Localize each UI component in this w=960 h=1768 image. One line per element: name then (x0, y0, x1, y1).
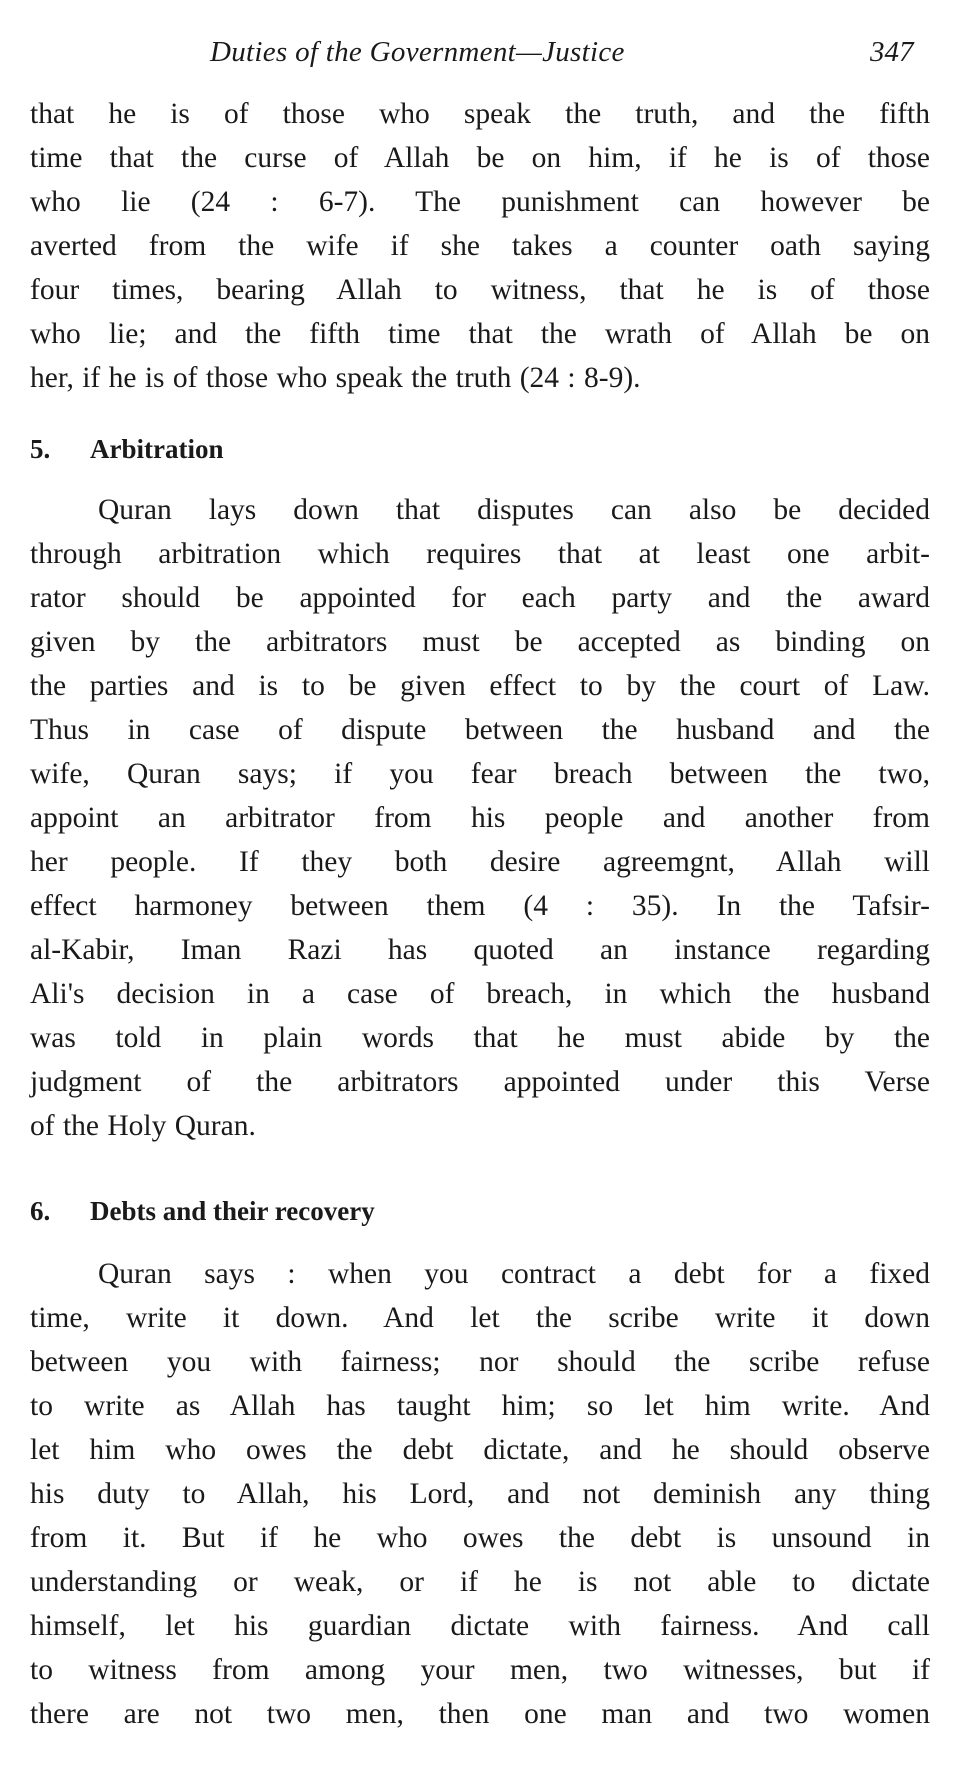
text-line: that he is of those who speak the truth, and the fifth (30, 98, 930, 130)
continued-paragraph (30, 92, 930, 400)
text-line: averted from the wife if she takes a counter oath saying (30, 230, 930, 262)
text-line: to write as Allah has taught him; so let him write. And (30, 1390, 930, 1422)
text-line: her people. If they both desire agreemgnt, Allah will (30, 846, 930, 878)
text-line: Ali's decision in a case of breach, in which the husband (30, 978, 930, 1010)
text-line: to witness from among your men, two witnesses, but if (30, 1654, 930, 1686)
page-number: 347 (870, 36, 914, 68)
debts-paragraph (30, 1252, 930, 1736)
text-line: was told in plain words that he must abide by the (30, 1022, 930, 1054)
arbitration-paragraph (30, 488, 930, 1148)
text-line: of the Holy Quran. (30, 1110, 256, 1142)
text-line: time, write it down. And let the scribe write it down (30, 1302, 930, 1334)
text-line: from it. But if he who owes the debt is unsound in (30, 1522, 930, 1554)
section-title: Arbitration (90, 434, 224, 464)
text-line: Quran says : when you contract a debt for a fixed (98, 1258, 930, 1290)
running-title: Duties of the Government—Justice (210, 36, 625, 68)
text-line: given by the arbitrators must be accepted as binding on (30, 626, 930, 658)
text-line: wife, Quran says; if you fear breach between the two, (30, 758, 930, 790)
text-line: through arbitration which requires that at least one arbit- (30, 538, 930, 570)
text-line: her, if he is of those who speak the truth (24 : 8-9). (30, 362, 641, 394)
text-line: himself, let his guardian dictate with fairness. And call (30, 1610, 930, 1642)
text-line: four times, bearing Allah to witness, that he is of those (30, 274, 930, 306)
text-line: there are not two men, then one man and two women (30, 1698, 930, 1730)
section-number: 5. (30, 434, 51, 464)
text-line: understanding or weak, or if he is not able to dictate (30, 1566, 930, 1598)
section-heading-debts (30, 1196, 375, 1227)
text-line: who lie; and the fifth time that the wrath of Allah be on (30, 318, 930, 350)
text-line: between you with fairness; nor should the scribe refuse (30, 1346, 930, 1378)
text-line: his duty to Allah, his Lord, and not deminish any thing (30, 1478, 930, 1510)
text-line: time that the curse of Allah be on him, if he is of those (30, 142, 930, 174)
text-line: effect harmoney between them (4 : 35). In the Tafsir- (30, 890, 930, 922)
text-line: who lie (24 : 6-7). The punishment can however be (30, 186, 930, 218)
text-line: Quran lays down that disputes can also be decided (98, 494, 930, 526)
section-number: 6. (30, 1196, 51, 1226)
section-heading-arbitration (30, 434, 223, 465)
text-line: appoint an arbitrator from his people and another from (30, 802, 930, 834)
text-line: rator should be appointed for each party and the award (30, 582, 930, 614)
text-line: al-Kabir, Iman Razi has quoted an instance regarding (30, 934, 930, 966)
section-title: Debts and their recovery (90, 1196, 375, 1226)
text-line: the parties and is to be given effect to by the court of Law. (30, 670, 930, 702)
text-line: Thus in case of dispute between the husband and the (30, 714, 930, 746)
text-line: let him who owes the debt dictate, and he should observe (30, 1434, 930, 1466)
running-head (0, 36, 960, 76)
text-line: judgment of the arbitrators appointed under this Verse (30, 1066, 930, 1098)
